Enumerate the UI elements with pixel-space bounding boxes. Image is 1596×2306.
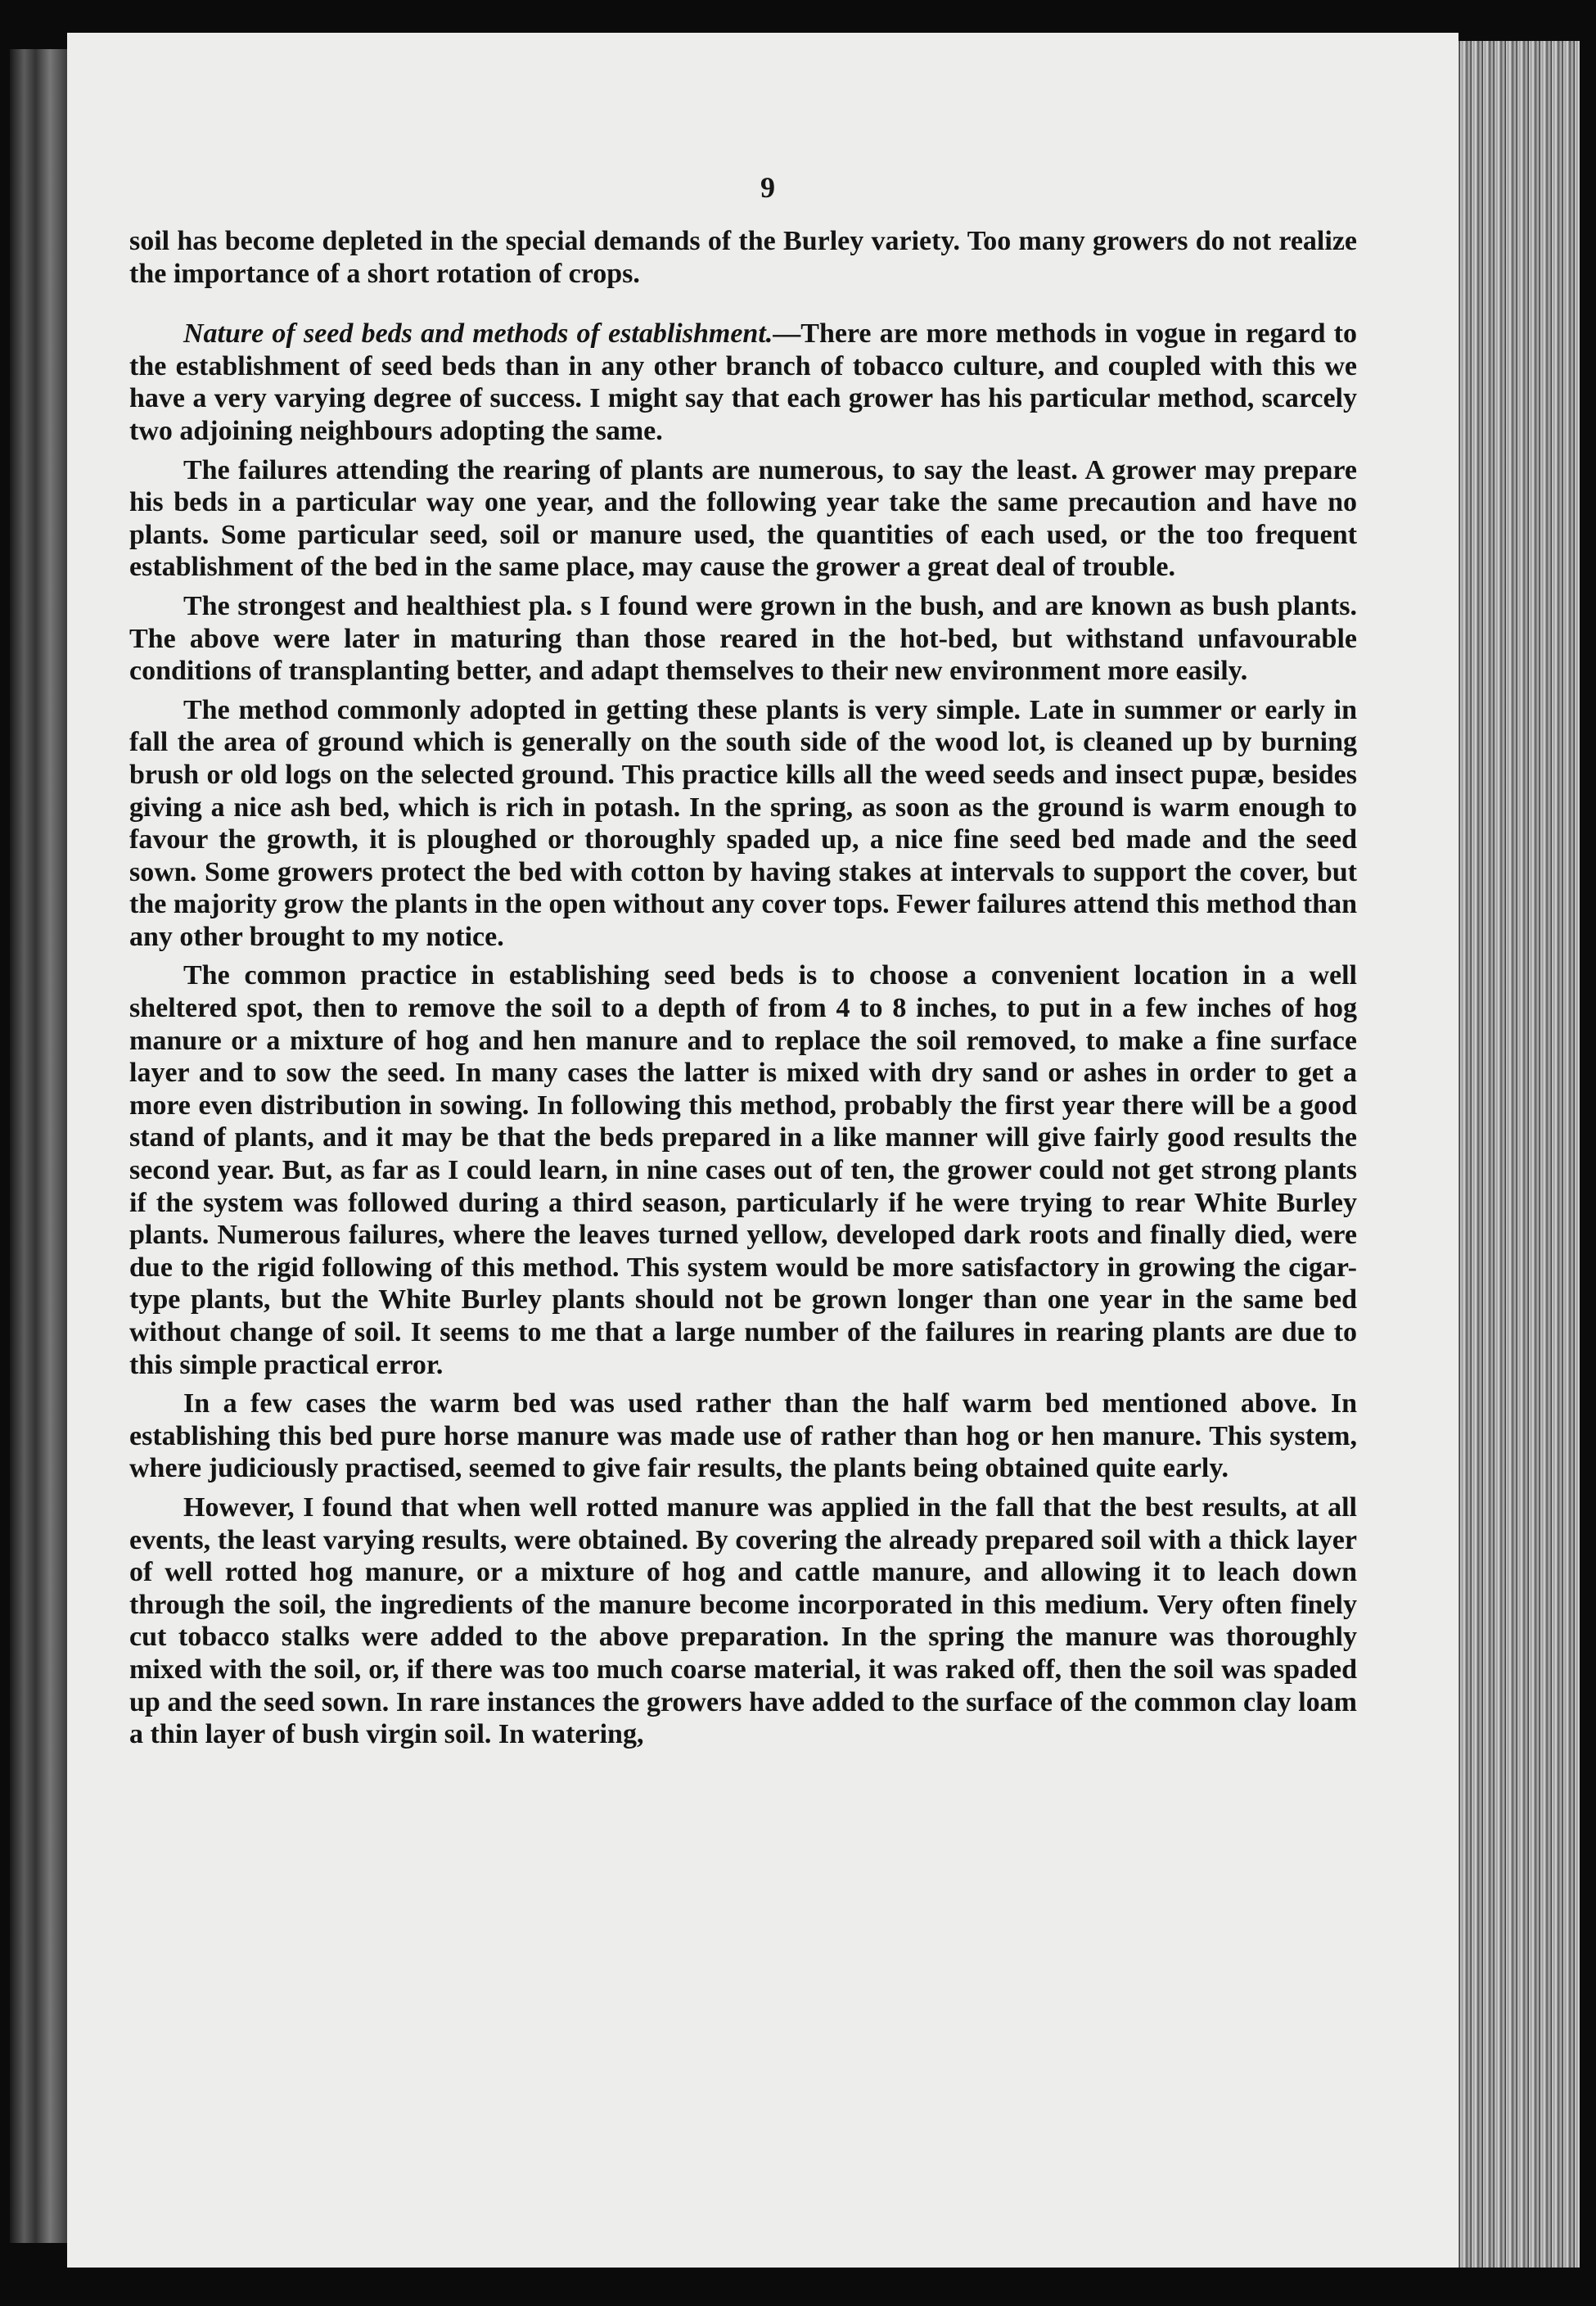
- section-heading: Nature of seed beds and methods of establishment.: [183, 318, 773, 350]
- paragraph-6: [129, 959, 1357, 1381]
- book-page-edges-right: [1449, 41, 1580, 2268]
- paragraph-8: [129, 1491, 1357, 1751]
- paragraph-2-text: —There are more methods in vogue in regard to the establishment of seed beds than in any other branch of tobacco culture, and coupled with this we have a very varying degree of success. I might say that each grower has his particular method, scarcely two adjoining neighbours adopting the same.: [129, 318, 1358, 446]
- paragraph-4: [129, 590, 1357, 688]
- paragraph-3-text: The failures attending the rearing of plants are numerous, to say the least. A grower may prepare his beds in a particular way one year, and the following year take the same precaution and have no plants. Some particular seed, soil or manure used, the quantities of each used, or the too frequent establishment of the bed in the same place, may cause the grower a great deal of trouble.: [129, 454, 1357, 583]
- paragraph-3: [129, 454, 1357, 584]
- paragraph-1: [129, 225, 1357, 290]
- paragraph-6-text: The common practice in establishing seed beds is to choose a convenient location in a well sheltered spot, then to remove the soil to a depth of from 4 to 8 inches, to put in a few inches of hog manure or a mixture of hog and hen manure and to replace the soil removed, to make a fine surface layer and to sow the seed. In many cases the latter is mixed with dry sand or ashes in order to get a more even distribution in sowing. In following this method, probably the first year there will be a good stand of plants, and it may be that the beds prepared in a like manner will give fairly good results the second year. But, as far as I could learn, in nine cases out of ten, the grower could not get strong plants if the system was followed during a third season, particularly if he were trying to rear White Burley plants. Numerous failures, where the leaves turned yellow, developed dark roots and finally died, were due to the rigid following of this method. This system would be more satisfactory in growing the cigar-type plants, but the White Burley plants should not be grown longer than one year in the same bed without change of soil. It seems to me that a large number of the failures in rearing plants are due to this simple practical error.: [129, 960, 1357, 1380]
- paragraph-7-text: In a few cases the warm bed was used rather than the half warm bed mentioned above. In establishing this bed pure horse manure was made use of rather than hog or hen manure. This system, where judiciously practised, seemed to give fair results, the plants being obtained quite early.: [129, 1388, 1357, 1484]
- book-binding-left-edge: [10, 49, 67, 2243]
- page-body-text: [129, 225, 1357, 1758]
- paragraph-8-text: However, I found that when well rotted manure was applied in the fall that the best results, at all events, the least varying results, were obtained. By covering the already prepared soil with a thick layer of well rotted hog manure, or a mixture of hog and cattle manure, and allowing it to leach down through the soil, the ingredients of the manure become incorporated in this medium. Very often finely cut tobacco stalks were added to the above preparation. In the spring the manure was thoroughly mixed with the soil, or, if there was too much coarse material, it was raked off, then the soil was spaded up and the seed sown. In rare instances the growers have added to the surface of the common clay loam a thin layer of bush virgin soil. In watering,: [129, 1491, 1357, 1750]
- paragraph-5: [129, 694, 1357, 954]
- paragraph-1-text: soil has become depleted in the special demands of the Burley variety. Too many growers do not realize the importance of a short rotation of crops.: [129, 226, 1357, 289]
- paragraph-4-text: The strongest and healthiest pla. s I found were grown in the bush, and are known as bush plants. The above were later in maturing than those reared in the hot-bed, but withstand unfavourable conditions of transplanting better, and adapt themselves to their new environment more easily.: [129, 590, 1357, 687]
- paragraph-7: [129, 1388, 1357, 1485]
- page-number: 9: [760, 171, 775, 204]
- paragraph-5-text: The method commonly adopted in getting these plants is very simple. Late in summer or early in fall the area of ground which is generally on the south side of the wood lot, is cleaned up by burning brush or old logs on the selected ground. This practice kills all the weed seeds and insect pupæ, besides giving a nice ash bed, which is rich in potash. In the spring, as soon as the ground is warm enough to favour the growth, it is ploughed or thoroughly spaded up, a nice fine seed bed made and the seed sown. Some growers protect the bed with cotton by having stakes at intervals to support the cover, but the majority grow the plants in the open without any cover tops. Fewer failures attend this method than any other brought to my notice.: [129, 694, 1357, 952]
- paragraph-2: [129, 318, 1357, 447]
- book-page: [67, 33, 1458, 2268]
